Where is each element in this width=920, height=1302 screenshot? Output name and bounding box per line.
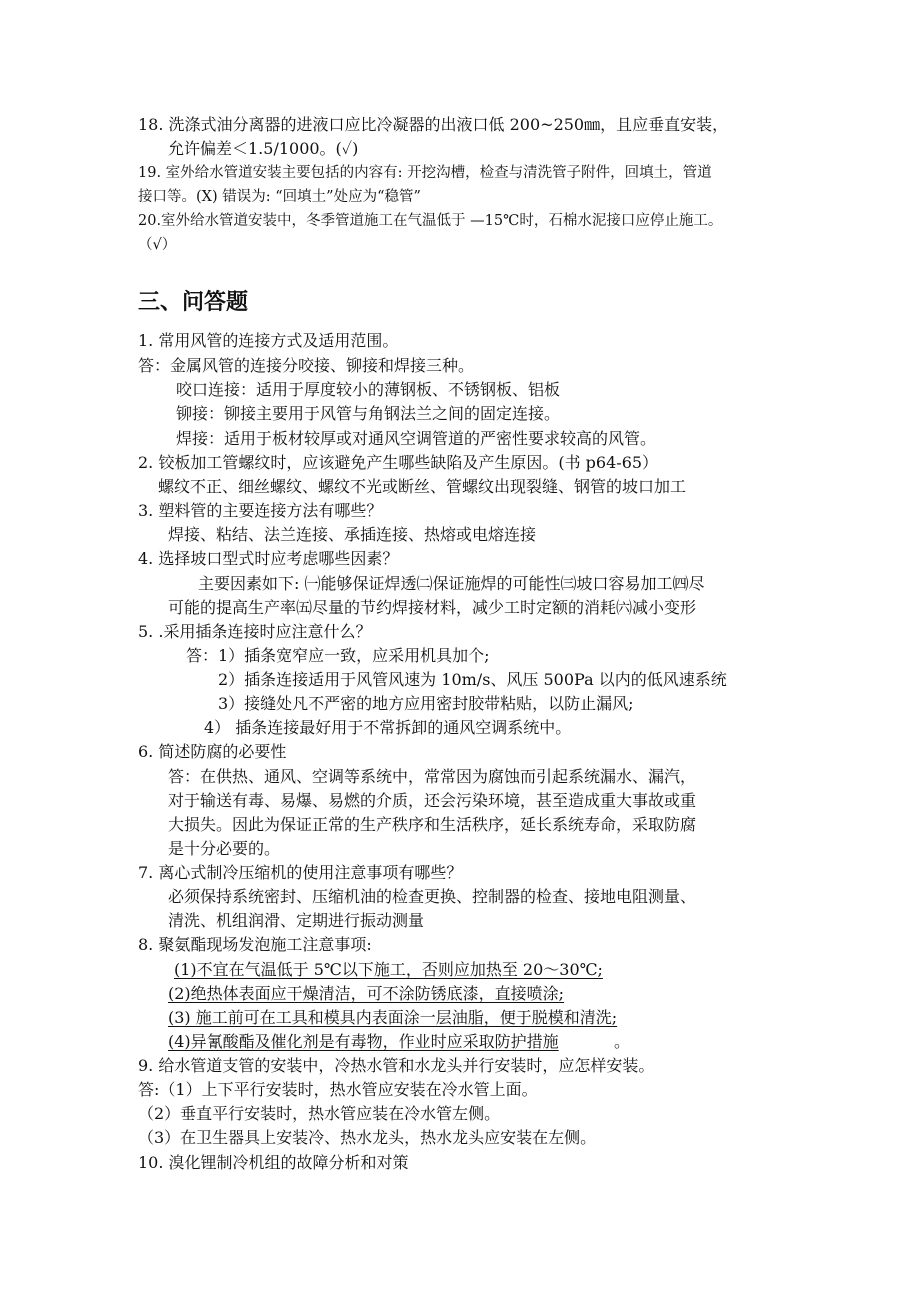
answer-8-item-2: (2)绝热体表面应干燥清洁，可不涂防锈底漆，直接喷涂; <box>168 984 565 1003</box>
answer-7-line-1: 必须保持系统密封、压缩机油的检查更换、控制器的检查、接地电阻测量、 <box>168 887 697 906</box>
section-title: 三、问答题 <box>138 290 249 315</box>
answer-6-line-2: 对于输送有毒、易爆、易燃的介质，还会污染环境，甚至造成重大事故或重 <box>168 791 697 810</box>
answer-1-line-3: 铆接：铆接主要用于风管与角钢法兰之间的固定连接。 <box>176 404 561 423</box>
question-2: 2. 铰板加工管螺纹时，应该避免产生哪些缺陷及产生原因。(书 p64-65） <box>138 453 659 472</box>
question-1: 1. 常用风管的连接方式及适用范围。 <box>138 331 399 350</box>
answer-6-line-3: 大损失。因此为保证正常的生产秩序和生活秩序，延长系统寿命，采取防腐 <box>168 815 697 834</box>
question-5: 5. .采用插条连接时应注意什么？ <box>138 622 372 641</box>
answer-2: 螺纹不正、细丝螺纹、螺纹不光或断丝、管螺纹出现裂缝、钢管的坡口加工 <box>158 477 687 496</box>
answer-9-line-1: 答:（1）上下平行安装时，热水管应安装在冷水管上面。 <box>138 1080 538 1099</box>
answer-4-line-1: 主要因素如下: ㈠能够保证焊透㈡保证施焊的可能性㈢坡口容易加工㈣尽 <box>198 574 705 593</box>
answer-5-line-1: 答：1）插条宽窄应一致，应采用机具加个; <box>186 646 490 665</box>
question-7: 7. 离心式制冷压缩机的使用注意事项有哪些？ <box>138 863 463 882</box>
answer-7-line-2: 清洗、机组润滑、定期进行振动测量 <box>168 911 425 930</box>
item-18-line-1: 18. 洗涤式油分离器的进液口应比冷凝器的出液口低 200~250㎜，且应垂直安装， <box>138 115 729 134</box>
answer-8-item-4: (4)异氰酸酯及催化剂是有毒物，作业时应采取防护措施 <box>168 1032 559 1051</box>
answer-1-line-1: 答：金属风管的连接分咬接、铆接和焊接三种。 <box>138 356 475 375</box>
answer-6-line-4: 是十分必要的。 <box>168 839 281 858</box>
item-20-line-1: 20.室外给水管道安装中，冬季管道施工在气温低于 —15℃时，石棉水泥接口应停止施工。 <box>138 213 723 229</box>
answer-3: 焊接、粘结、法兰连接、承插连接、热熔或电熔连接 <box>168 525 537 544</box>
item-18-line-2: 允许偏差＜1.5/1000。(✓) <box>168 139 359 158</box>
item-19-line-2: 接口等。(X) 错误为: “回填土”处应为“稳管” <box>138 189 421 205</box>
answer-5-line-3: 3）接缝处凡不严密的地方应用密封胶带粘贴，以防止漏风; <box>218 694 634 713</box>
question-4: 4. 选择坡口型式时应考虑哪些因素？ <box>138 549 399 568</box>
answer-4-line-2: 可能的提高生产率㈤尽量的节约焊接材料，减少工时定额的消耗㈥减小变形 <box>168 598 697 617</box>
answer-9-line-3: （3）在卫生器具上安装冷、热水龙头，热水龙头应安装在左侧。 <box>138 1128 597 1147</box>
answer-1-line-4: 焊接：适用于板材较厚或对通风空调管道的严密性要求较高的风管。 <box>176 429 657 448</box>
question-8: 8. 聚氨酯现场发泡施工注意事项: <box>138 935 372 954</box>
answer-8-item-4-end: 。 <box>614 1032 631 1051</box>
question-9: 9. 给水管道支管的安装中，冷热水管和水龙头并行安装时，应怎样安装。 <box>138 1056 655 1075</box>
answer-8-item-3: (3) 施工前可在工具和模具内表面涂一层油脂，便于脱模和清洗; <box>168 1008 618 1027</box>
answer-5-line-2: 2）插条连接适用于风管风速为 10m/s、风压 500Pa 以内的低风速系统 <box>218 670 727 689</box>
answer-9-line-2: （2）垂直平行安装时，热水管应装在冷水管左侧。 <box>138 1104 501 1123</box>
question-6: 6. 简述防腐的必要性 <box>138 742 287 761</box>
question-10: 10. 溴化锂制冷机组的故障分析和对策 <box>138 1153 409 1172</box>
answer-5-line-4: 4） 插条连接最好用于不常拆卸的通风空调系统中。 <box>204 718 572 737</box>
item-19-line-1: 19. 室外给水管道安装主要包括的内容有: 开挖沟槽，检查与清洗管子附件，回填土，管道 <box>138 165 712 181</box>
answer-1-line-2: 咬口连接：适用于厚度较小的薄钢板、不锈钢板、铝板 <box>176 380 561 399</box>
answer-8-item-1: (1)不宜在气温低于 5℃以下施工，否则应加热至 20～30℃; <box>174 960 603 979</box>
item-20-line-2: （√） <box>138 237 177 253</box>
answer-6-line-1: 答：在供热、通风、空调等系统中，常常因为腐蚀而引起系统漏水、漏汽， <box>168 767 697 786</box>
question-3: 3. 塑料管的主要连接方法有哪些？ <box>138 501 383 520</box>
